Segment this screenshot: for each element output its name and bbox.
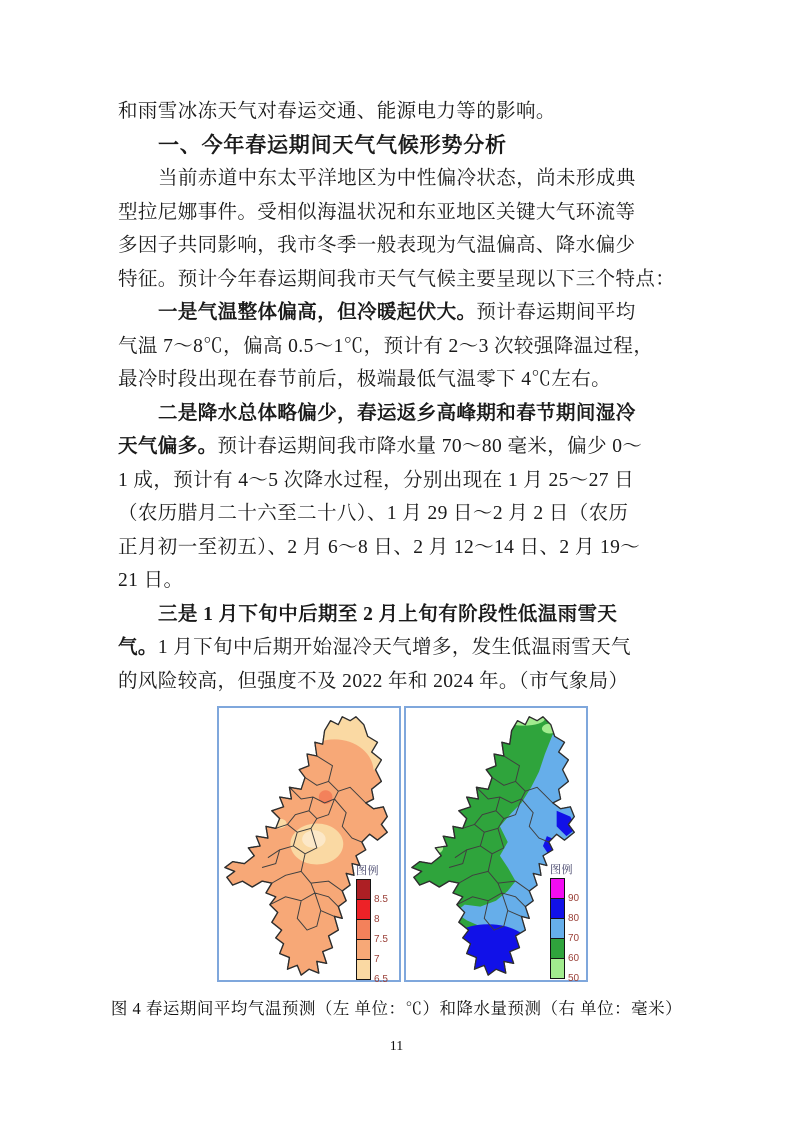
text-segment: 三是 1 月下旬中后期至 2 月上旬有阶段性低温雨雪天 (158, 603, 618, 625)
legend-swatch (550, 878, 565, 899)
text-segment: 最冷时段出现在春节前后，极端最低气温零下 4℃左右。 (118, 369, 612, 390)
text-segment: 的风险较高，但强度不及 2022 年和 2024 年。（市气象局） (118, 670, 629, 692)
legend-label: 50 (568, 973, 580, 984)
temperature-map-box (217, 706, 401, 985)
legend-title: 图例 (356, 865, 379, 877)
legend-label: 60 (568, 953, 580, 964)
legend-row (356, 960, 404, 985)
text-line (118, 229, 684, 263)
legend-row (356, 880, 404, 905)
text-line (118, 330, 684, 364)
legend-swatch (550, 898, 565, 919)
text-line (118, 564, 684, 598)
precip-zone-80-south (443, 924, 533, 979)
legend-label: 8.5 (374, 894, 388, 905)
legend-title: 图例 (550, 864, 573, 876)
text-segment: 当前赤道中东太平洋地区为中性偏冷状态，尚未形成典 (158, 168, 636, 189)
legend-swatch (550, 918, 565, 939)
text-line (118, 363, 684, 397)
legend-label: 7 (374, 954, 380, 965)
legend-items (356, 880, 404, 985)
temp-zone-7 (295, 739, 373, 804)
precipitation-legend (550, 861, 598, 984)
section-heading (118, 129, 684, 163)
text-segment: 和雨雪冰冻天气对春运交通、能源电力等的影响。 (118, 101, 556, 122)
text-segment: 一是气温整体偏高，但冷暖起伏大。 (158, 302, 477, 323)
text-line (118, 162, 684, 196)
text-line (118, 464, 684, 498)
text-line (118, 296, 684, 330)
temp-zone-7-5-spot (319, 790, 333, 804)
text-segment: 预计春运期间我市降水量 70～80 毫米，偏少 0～ (217, 436, 643, 457)
text-segment: 二是降水总体略偏少，春运返乡高峰期和春节期间湿冷 (158, 402, 636, 424)
text-line (118, 263, 684, 297)
legend-label: 6.5 (374, 974, 388, 985)
text-line (118, 430, 684, 464)
precipitation-map-box (404, 706, 588, 982)
page-number: 11 (389, 1039, 404, 1054)
legend-items (550, 879, 598, 984)
figure-maps (217, 706, 588, 985)
text-segment: 天气偏多。 (118, 436, 218, 457)
text-segment: （农历腊月二十六至二十八）、1 月 29 日～2 月 2 日（农历 (118, 503, 629, 524)
legend-swatch (550, 938, 565, 959)
body-text (118, 95, 684, 698)
precip-zone-50-northeast (542, 724, 558, 734)
legend-swatch (356, 899, 371, 920)
legend-swatch (356, 919, 371, 940)
text-line (118, 631, 684, 665)
legend-swatch (550, 958, 565, 979)
text-segment: 1 成，预计有 4～5 次降水过程，分别出现在 1 月 25～27 日 (118, 469, 635, 491)
legend-swatch (356, 959, 371, 980)
text-line (118, 497, 684, 531)
text-line (118, 665, 684, 699)
legend-label: 90 (568, 893, 580, 904)
legend-swatch (356, 939, 371, 960)
legend-row (356, 920, 404, 945)
text-segment: 多因子共同影响，我市冬季一般表现为气温偏高、降水偏少 (118, 235, 636, 256)
text-line (118, 196, 684, 230)
text-segment: 型拉尼娜事件。受相似海温状况和东亚地区关键大气环流等 (118, 201, 636, 223)
legend-label: 8 (374, 914, 380, 925)
text-segment: 预计春运期间平均 (476, 302, 636, 323)
legend-row (550, 879, 598, 904)
legend-label: 70 (568, 933, 580, 944)
text-segment: 21 日。 (118, 570, 184, 591)
temperature-legend (356, 862, 404, 985)
figure-caption: 图 4 春运期间平均气温预测（左 单位：℃）和降水量预测（右 单位：毫米） (110, 999, 683, 1018)
text-line (118, 95, 684, 129)
text-segment: 一、今年春运期间天气气候形势分析 (158, 133, 507, 157)
legend-swatch (356, 879, 371, 900)
text-segment: 气。 (118, 637, 158, 658)
legend-label: 7.5 (374, 934, 388, 945)
text-line (118, 397, 684, 431)
text-line (118, 598, 684, 632)
text-segment: 气温 7～8℃，偏高 0.5～1℃，预计有 2～3 次较强降温过程， (118, 335, 654, 357)
legend-label: 80 (568, 913, 580, 924)
text-line (118, 531, 684, 565)
text-segment: 1 月下旬中后期开始湿冷天气增多，发生低温雨雪天气 (157, 637, 631, 658)
text-segment: 正月初一至初五）、2 月 6～8 日、2 月 12～14 日、2 月 19～ (118, 536, 641, 558)
text-segment: 特征。预计今年春运期间我市天气气候主要呈现以下三个特点： (118, 268, 676, 290)
